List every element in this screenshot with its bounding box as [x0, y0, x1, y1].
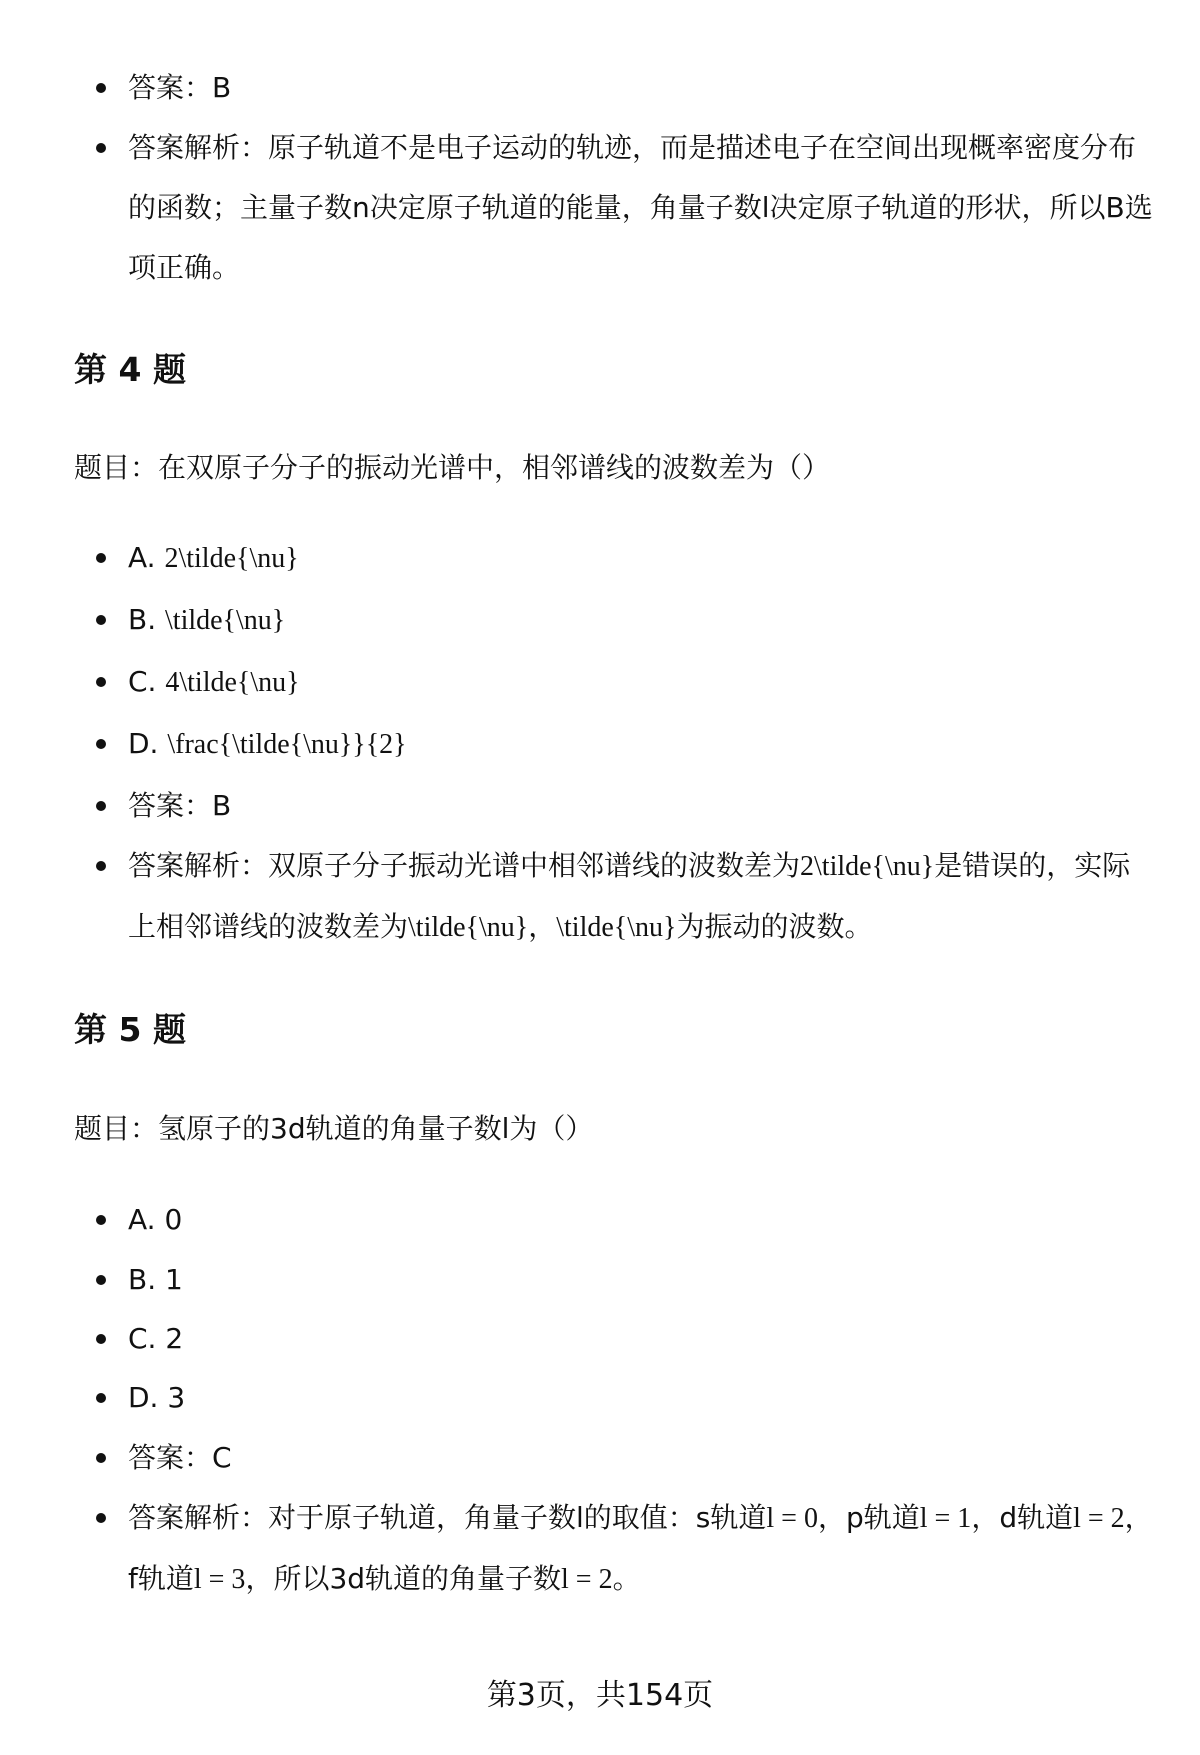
option-formula: 2\tilde{\nu}	[164, 543, 299, 574]
q4-heading: 第 4 题	[74, 350, 186, 389]
analysis-formula: l = 2	[561, 1564, 613, 1595]
analysis-text: 。	[612, 1562, 641, 1595]
analysis-formula: l = 3	[193, 1564, 246, 1595]
option-formula: \frac{\tilde{\nu}}{2}	[167, 729, 407, 760]
q4-option-a	[128, 528, 1158, 589]
analysis-formula: 2\tilde{\nu}	[800, 851, 935, 882]
q4-question: 题目：在双原子分子的振动光谱中，相邻谱线的波数差为（）	[74, 451, 831, 484]
analysis-text: 为振动的波数。	[676, 910, 873, 943]
analysis-formula: l = 1	[919, 1503, 972, 1534]
analysis-text: 答案解析：对于原子轨道，角量子数l的取值：s轨道	[128, 1501, 767, 1534]
analysis-formula: l = 0	[766, 1503, 818, 1534]
analysis-text: ，	[528, 910, 557, 943]
q5-analysis	[128, 1488, 1158, 1610]
q5-option-d: D. 3	[128, 1368, 1158, 1428]
analysis-text: ，所以3d轨道的角量子数	[245, 1562, 562, 1595]
q5-heading: 第 5 题	[74, 1010, 186, 1049]
q4-option-b	[128, 590, 1158, 651]
analysis-formula: \tilde{\nu}	[408, 912, 529, 943]
option-label: B.	[128, 603, 166, 636]
q3-answer: 答案：B	[128, 58, 1158, 118]
q4-option-d	[128, 714, 1158, 775]
analysis-formula: l = 2	[1073, 1503, 1125, 1534]
q5-answer: 答案：C	[128, 1428, 1158, 1488]
q5-option-b: B. 1	[128, 1250, 1158, 1310]
q5-question: 题目：氢原子的3d轨道的角量子数l为（）	[74, 1112, 594, 1145]
q4-option-c	[128, 652, 1158, 713]
analysis-text: ，f轨道	[128, 1501, 1153, 1595]
option-label: D.	[128, 727, 168, 760]
analysis-text: ，d轨道	[971, 1501, 1074, 1534]
option-label: C.	[128, 665, 166, 698]
option-formula: 4\tilde{\nu}	[165, 667, 300, 698]
analysis-text: 是错误的，实际上相邻谱线的波数差为	[128, 849, 1131, 943]
analysis-text: ，p轨道	[817, 1501, 920, 1534]
q5-option-c: C. 2	[128, 1309, 1158, 1369]
option-label: A.	[128, 541, 165, 574]
q4-analysis	[128, 836, 1158, 958]
option-formula: \tilde{\nu}	[165, 605, 286, 636]
analysis-formula: \tilde{\nu}	[556, 912, 677, 943]
q4-answer: 答案：B	[128, 776, 1158, 836]
q5-option-a: A. 0	[128, 1190, 1158, 1250]
analysis-text: 答案解析：双原子分子振动光谱中相邻谱线的波数差为	[128, 849, 801, 882]
page-number-footer: 第3页，共154页	[486, 1678, 714, 1713]
q3-analysis: 答案解析：原子轨道不是电子运动的轨迹，而是描述电子在空间出现概率密度分布的函数；主量子数n决定原子轨道的能量，角量子数l决定原子轨道的形状，所以B选项正确。	[128, 118, 1158, 298]
